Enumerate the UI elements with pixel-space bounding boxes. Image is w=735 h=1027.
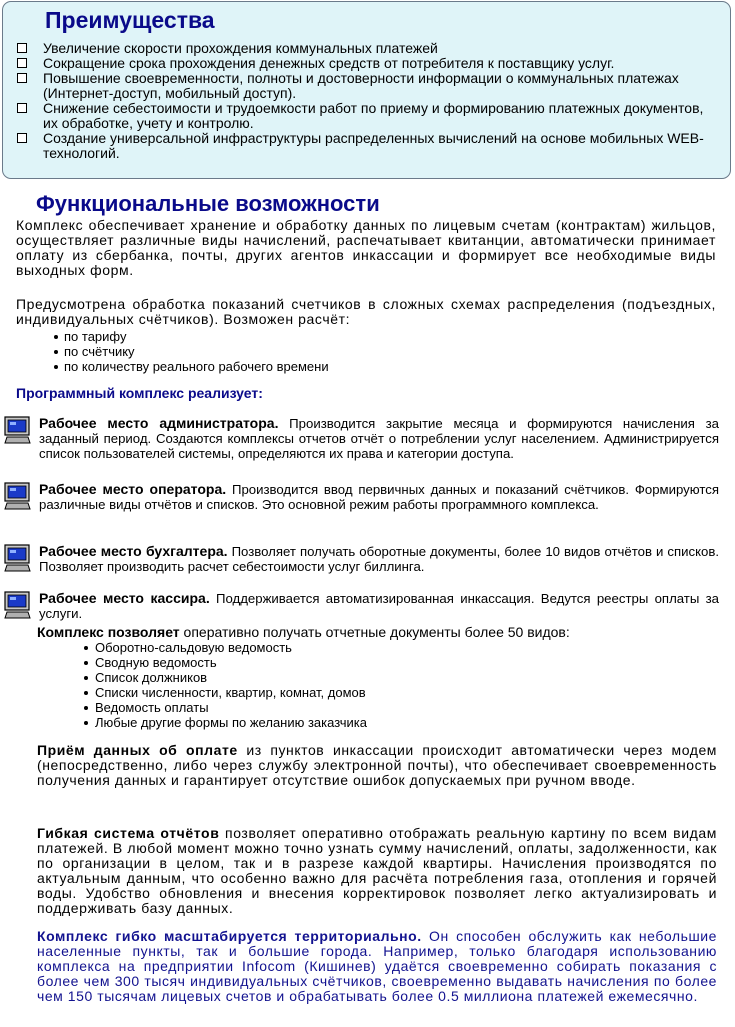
functional-title: Функциональные возможности (36, 191, 380, 216)
checkbox-bullet-icon (17, 73, 27, 83)
checkbox-bullet-icon (17, 103, 27, 113)
list-item: Сводную ведомость (84, 655, 367, 670)
list-item: Любые другие формы по желанию заказчика (84, 715, 367, 730)
bullet-icon (84, 721, 88, 725)
computer-icon (4, 591, 31, 619)
scaling-paragraph: Комплекс гибко масштабируется территориально. Он способен обслужить как небольшие населенные пункты, так и большие города. Например, только благодаря использованию комплекса на предприятии Infocom (Кишинев) удаётся своевременно собирать показания с более чем 300 тысяч индивидуальных счётчиков, своевременно выдавать начисления по более чем 150 тысячам лицевых счетов и обрабатывать более 0.5 миллиона платежей ежемесячно. (37, 928, 717, 1004)
reports-list (84, 640, 367, 730)
list-item: Снижение себестоимости и трудоемкости работ по приему и формированию платежных документов, их обработке, учету и контролю. (17, 101, 717, 131)
bullet-icon (84, 706, 88, 710)
workstation-description: Поддерживается автоматизированная инкассация. Ведутся реестры оплаты за услуги. (39, 591, 720, 621)
workstation-title: Рабочее место оператора. (39, 481, 227, 497)
list-item: Создание универсальной инфраструктуры распределенных вычислений на основе мобильных WEB-технологий. (17, 131, 717, 161)
advantages-list (17, 41, 717, 161)
advantages-title: Преимущества (45, 7, 215, 33)
list-item: Список должников (84, 670, 367, 685)
reports-lead: Комплекс позволяет оперативно получать отчетные документы более 50 видов: (37, 624, 570, 640)
workstation-title: Рабочее место бухгалтера. (39, 543, 228, 559)
list-item: Ведомость оплаты (84, 700, 367, 715)
workstation-description: Позволяет получать оборотные документы, более 10 видов отчётов и списков. Позволяет производить расчет себестоимости услуг биллинга. (39, 544, 719, 574)
computer-icon (4, 544, 31, 572)
bullet-icon (84, 661, 88, 665)
list-item: по тарифу (54, 329, 329, 344)
list-item: Сокращение срока прохождения денежных средств от потребителя к поставщику услуг. (17, 56, 717, 71)
bullet-icon (84, 676, 88, 680)
program-heading: Программный комплекс реализует: (16, 385, 263, 401)
bullet-icon (84, 691, 88, 695)
list-item: Увеличение скорости прохождения коммунальных платежей (17, 41, 717, 56)
advantages-panel (2, 1, 731, 179)
computer-icon (4, 416, 31, 444)
workstation-description: Производится закрытие месяца и формируются начисления за заданный период. Создаются комплексы отчетов отчёт о потреблении услуг населением. Администрируется список пользователей системы, определяются их права и категории доступа. (39, 416, 719, 461)
list-item: Повышение своевременности, полноты и достоверности информации о коммунальных платежах (Интернет-доступ, мобильный доступ). (17, 71, 717, 101)
workstation-description: Производится ввод первичных данных и показаний счётчиков. Формируются различные виды отчётов и списков. Это основной режим работы программного комплекса. (39, 482, 719, 512)
workstation-title: Рабочее место кассира. (39, 590, 210, 606)
checkbox-bullet-icon (17, 43, 27, 53)
checkbox-bullet-icon (17, 58, 27, 68)
calc-options-list (54, 329, 329, 374)
bullet-icon (84, 646, 88, 650)
workstation-title: Рабочее место администратора. (39, 415, 279, 431)
list-item: по количеству реального рабочего времени (54, 359, 329, 374)
reporting-paragraph: Гибкая система отчётов позволяет оперативно отображать реальную картину по всем видам платежей. В любой момент можно точно узнать сумму начислений, оплаты, задолженности, как по организации в целом, так и в разрезе каждой квартиры. Начисления производятся по актуальным данным, что особенно важно для расчёта потребления газа, отопления и горячей воды. Удобство обновления и внесения корректировок позволяет легко актуализировать и поддерживать базу данных. (37, 825, 717, 916)
payments-paragraph: Приём данных об оплате из пунктов инкассации происходит автоматически через модем (непосредственно, либо через службу электронной почты), что обеспечивает своевременность получения данных и гарантирует отсутствие ошибок допускаемых при ручном вводе. (37, 742, 717, 788)
bullet-icon (54, 350, 58, 354)
bullet-icon (54, 335, 58, 339)
list-item: Списки численности, квартир, комнат, домов (84, 685, 367, 700)
functional-paragraph: Комплекс обеспечивает хранение и обработку данных по лицевым счетам (контрактам) жильцов, осуществляет различные виды начислений, распечатывает квитанции, автоматически принимает оплату из сбербанка, почты, других агентов инкассации и формирует все необходимые виды выходных форм. (16, 217, 716, 278)
bullet-icon (54, 365, 58, 369)
metering-paragraph: Предусмотрена обработка показаний счетчиков в сложных схемах распределения (подъездных, индивидуальных счётчиков). Возможен расчёт: (16, 296, 716, 327)
list-item: Оборотно-сальдовую ведомость (84, 640, 367, 655)
list-item: по счётчику (54, 344, 329, 359)
checkbox-bullet-icon (17, 133, 27, 143)
computer-icon (4, 482, 31, 510)
